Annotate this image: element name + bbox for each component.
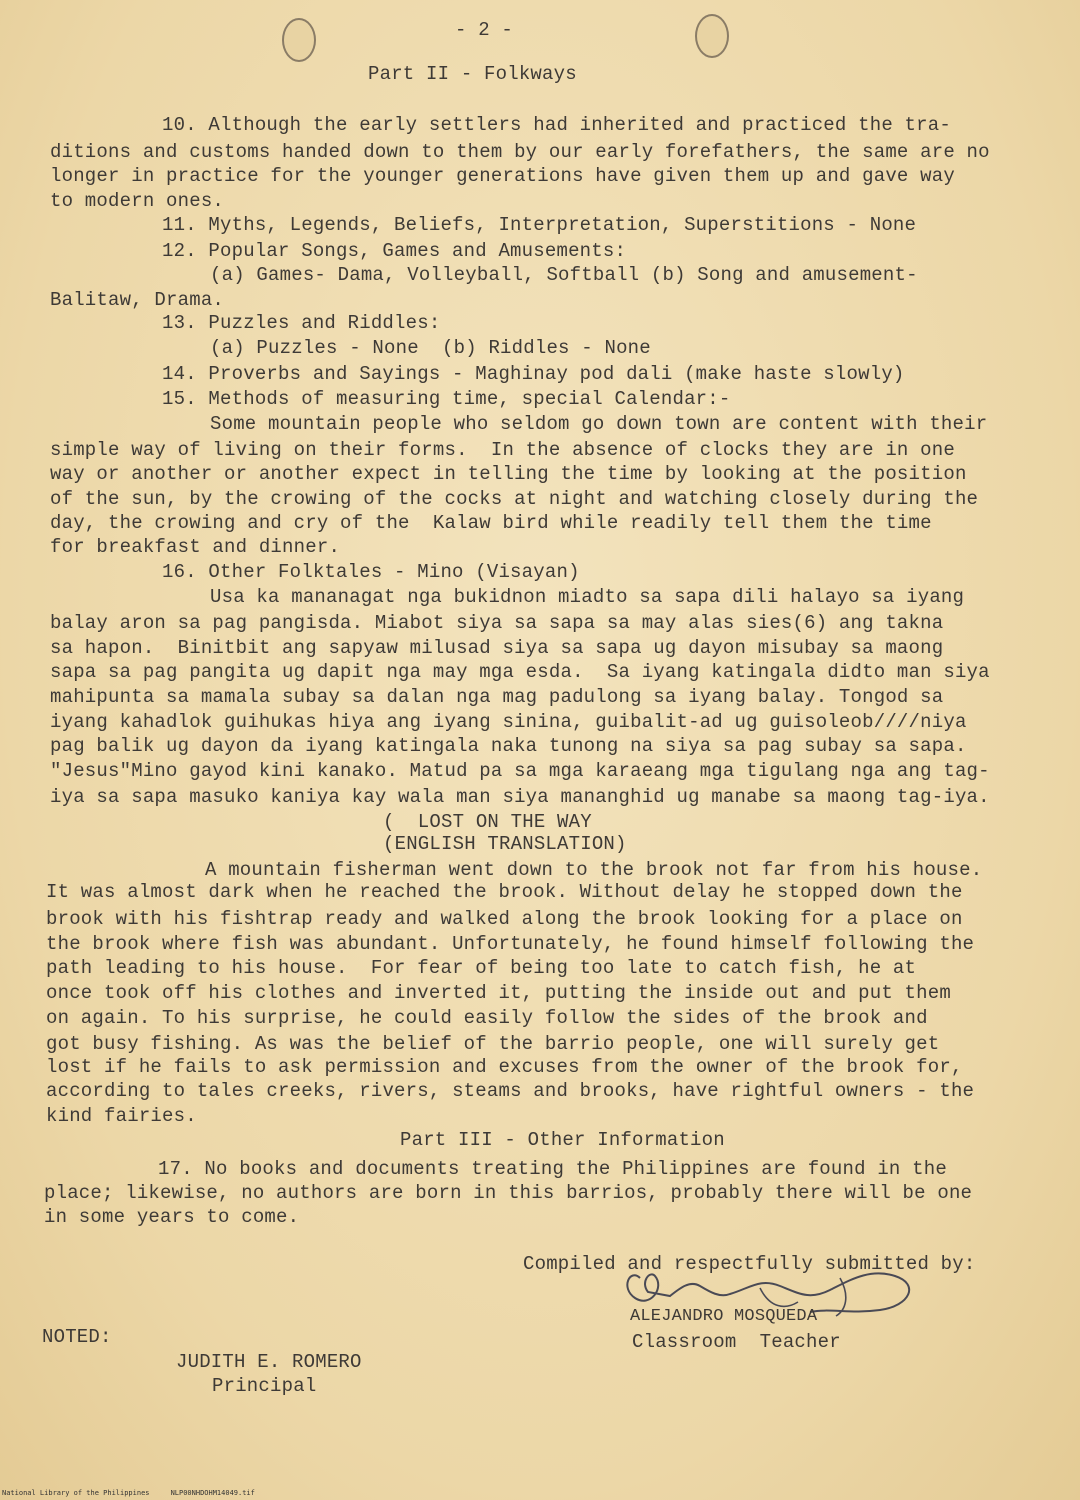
text-line: 10. Although the early settlers had inherited and practiced the tra- xyxy=(162,114,951,136)
text-line: iya sa sapa masuko kaniya kay wala man siya mananghid ug manabe sa maong tag-iya. xyxy=(50,786,990,808)
principal-title: Principal xyxy=(212,1375,317,1397)
text-line: in some years to come. xyxy=(44,1206,300,1228)
text-line: Some mountain people who seldom go down town are content with their xyxy=(210,413,988,435)
text-line: longer in practice for the younger generations have given them up and gave way xyxy=(50,165,955,187)
text-line: sa hapon. Binitbit ang sapyaw milusad siya sa sapa ug dayon misubay sa maong xyxy=(50,637,944,659)
text-line: place; likewise, no authors are born in this barrios, probably there will be one xyxy=(44,1182,973,1204)
text-line: 12. Popular Songs, Games and Amusements: xyxy=(162,240,627,262)
text-line: 16. Other Folktales - Mino (Visayan) xyxy=(162,561,580,583)
teacher-name: ALEJANDRO MOSQUEDA xyxy=(630,1307,818,1326)
translation-subtitle: (ENGLISH TRANSLATION) xyxy=(383,833,627,855)
text-line: sapa sa pag pangita ug dapit nga may mga esda. Sa iyang katingala didto man siya xyxy=(50,661,990,683)
text-line: on again. To his surprise, he could easily follow the sides of the brook and xyxy=(46,1007,928,1029)
text-line: for breakfast and dinner. xyxy=(50,536,341,558)
text-line: 17. No books and documents treating the Philippines are found in the xyxy=(158,1158,947,1180)
text-line: got busy fishing. As was the belief of the barrio people, one will surely get xyxy=(46,1033,940,1055)
text-line: day, the crowing and cry of the Kalaw bird while readily tell them the time xyxy=(50,512,932,534)
text-line: mahipunta sa mamala subay sa dalan nga mag padulong sa iyang balay. Tongod sa xyxy=(50,686,944,708)
text-line: (a) Puzzles - None (b) Riddles - None xyxy=(210,337,651,359)
teacher-title: Classroom Teacher xyxy=(632,1331,841,1353)
text-line: once took off his clothes and inverted it, putting the inside out and put them xyxy=(46,982,951,1004)
text-line: simple way of living on their forms. In the absence of clocks they are in one xyxy=(50,439,955,461)
principal-name: JUDITH E. ROMERO xyxy=(176,1351,362,1373)
text-line: 14. Proverbs and Sayings - Maghinay pod dali (make haste slowly) xyxy=(162,363,905,385)
text-line: according to tales creeks, rivers, steams and brooks, have rightful owners - the xyxy=(46,1080,975,1102)
text-line: 11. Myths, Legends, Beliefs, Interpretation, Superstitions - None xyxy=(162,214,917,236)
part3-heading: Part III - Other Information xyxy=(400,1129,725,1151)
text-line: (a) Games- Dama, Volleyball, Softball (b) Song and amusement- xyxy=(210,264,918,286)
text-line: Usa ka mananagat nga bukidnon miadto sa sapa dili halayo sa iyang xyxy=(210,586,965,608)
text-line: to modern ones. xyxy=(50,190,225,212)
punch-hole-left xyxy=(282,18,316,62)
text-line: balay aron sa pag pangisda. Miabot siya sa sapa sa may alas sies(6) ang takna xyxy=(50,612,944,634)
text-line: 15. Methods of measuring time, special Calendar:- xyxy=(162,388,731,410)
text-line: A mountain fisherman went down to the brook not far from his house. xyxy=(205,859,983,881)
text-line: ditions and customs handed down to them by our early forefathers, the same are no xyxy=(50,141,990,163)
compiled-by: Compiled and respectfully submitted by: xyxy=(523,1253,976,1275)
punch-hole-right xyxy=(695,14,729,58)
text-line: path leading to his house. For fear of being too late to catch fish, he at xyxy=(46,957,917,979)
footer-caption: National Library of the Philippines NLP00NHDOHM14049.tif xyxy=(2,1489,255,1497)
text-line: the brook where fish was abundant. Unfortunately, he found himself following the xyxy=(46,933,975,955)
text-line: iyang kahadlok guihukas hiya ang iyang sinina, guibalit-ad ug guisoleob////niya xyxy=(50,711,967,733)
text-line: pag balik ug dayon da iyang katingala naka tunong na siya sa pag subay sa sapa. xyxy=(50,735,967,757)
text-line: way or another or another expect in telling the time by looking at the position xyxy=(50,463,967,485)
text-line: brook with his fishtrap ready and walked along the brook looking for a place on xyxy=(46,908,963,930)
noted-label: NOTED: xyxy=(42,1326,112,1348)
text-line: kind fairies. xyxy=(46,1105,197,1127)
text-line: Balitaw, Drama. xyxy=(50,289,225,311)
text-line: lost if he fails to ask permission and excuses from the owner of the brook for, xyxy=(46,1056,963,1078)
text-line: of the sun, by the crowing of the cocks at night and watching closely during the xyxy=(50,488,979,510)
page-number: - 2 - xyxy=(455,19,514,41)
text-line: 13. Puzzles and Riddles: xyxy=(162,312,441,334)
text-line: It was almost dark when he reached the brook. Without delay he stopped down the xyxy=(46,881,963,903)
translation-title: ( LOST ON THE WAY xyxy=(383,811,592,833)
part2-heading: Part II - Folkways xyxy=(368,63,577,85)
text-line: "Jesus"Mino gayod kini kanako. Matud pa sa mga karaeang mga tigulang nga ang tag- xyxy=(50,760,990,782)
